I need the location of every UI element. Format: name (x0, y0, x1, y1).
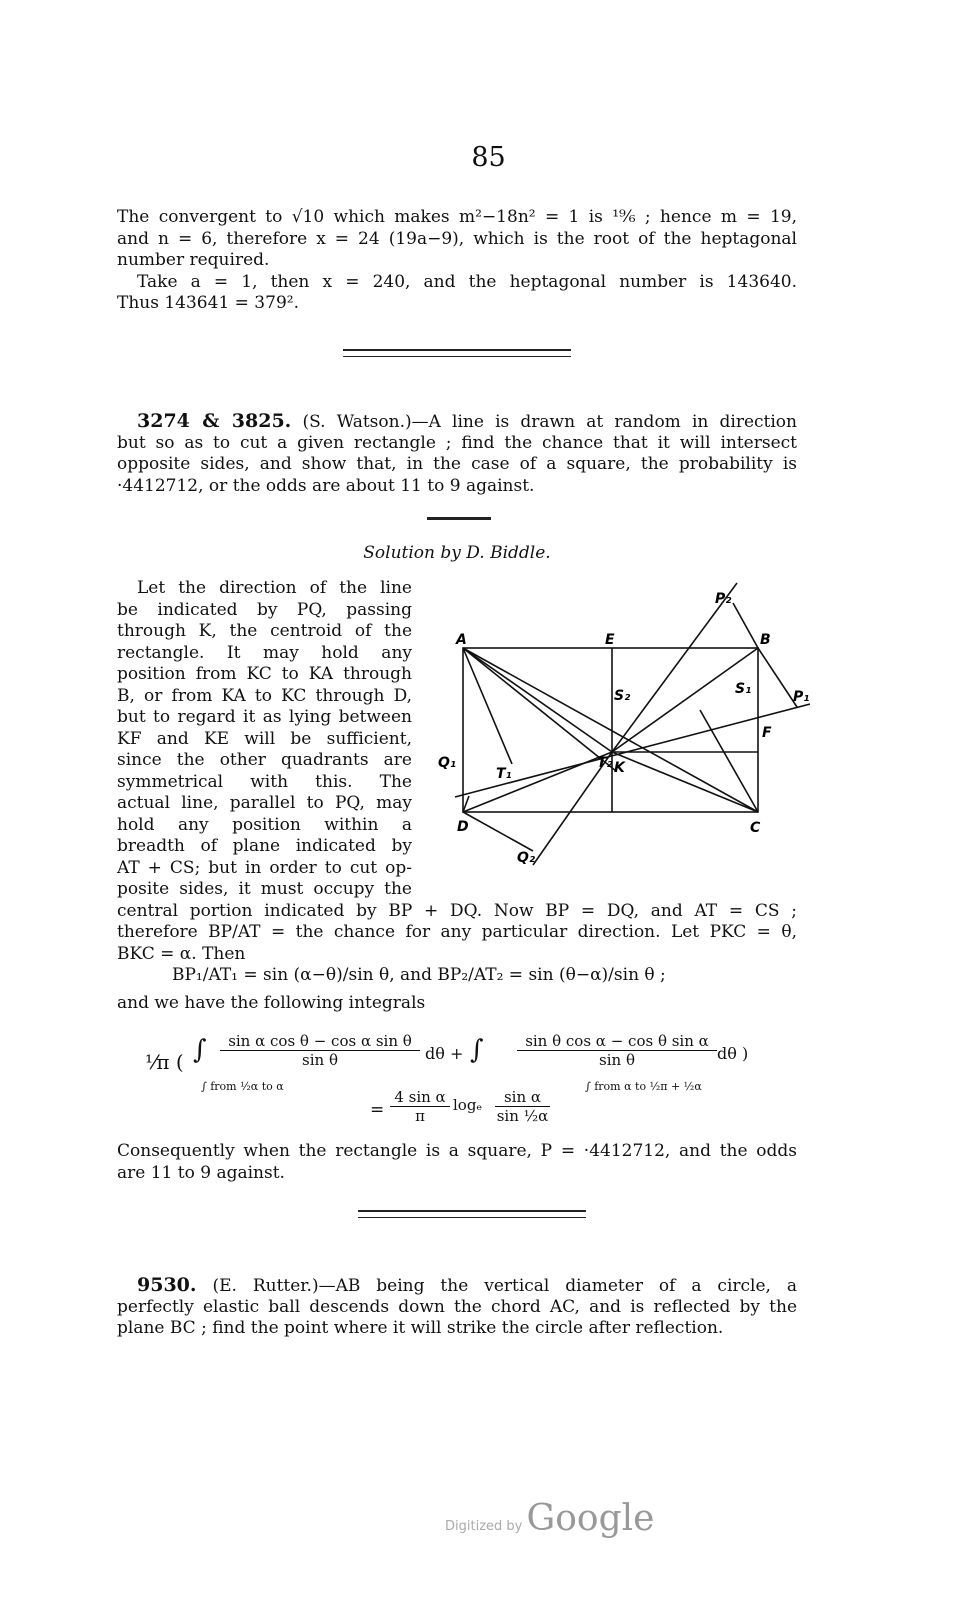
question-9530 (117, 1275, 797, 1340)
page-number: 85 (471, 142, 506, 173)
label-q2: Q₂ (517, 850, 536, 866)
label-t1: T₁ (496, 766, 512, 782)
numerator: sin θ cos α − cos θ sin α (517, 1032, 717, 1051)
numerator: 4 sin α (390, 1088, 450, 1107)
text-line: central portion indicated by BP + DQ. Now BP = DQ, and AT = CS ; (117, 900, 797, 921)
text-line: since the other quadrants are (117, 750, 412, 770)
text-line: B, or from KA to KC through D, (117, 685, 412, 706)
label-d: D (457, 819, 469, 835)
equals: = (370, 1100, 385, 1120)
text-line: symmetrical with this. The (117, 771, 412, 792)
digitized-watermark (445, 1498, 654, 1539)
text-line: perfectly elastic ball descends down the chord AC, and is reflected by the (117, 1296, 797, 1317)
google-logo: Google (526, 1498, 655, 1539)
text-line: but to regard it as lying between (117, 707, 412, 727)
text-line: Consequently when the rectangle is a square, P = ·4412712, and the odds (117, 1141, 797, 1161)
integral-equation (145, 1032, 765, 1127)
denominator: sin θ (302, 1051, 338, 1069)
text-line: but so as to cut a given rectangle ; find the chance that it will intersect (117, 432, 797, 453)
section-divider (343, 349, 571, 357)
label-c: C (750, 820, 761, 836)
integral-limits: ∫ from ½α to α (201, 1080, 284, 1093)
text-line: (S. Watson.)—A line is drawn at random in direction (302, 412, 797, 432)
watermark-prefix: Digitized by (445, 1519, 523, 1534)
rectangle-diagram (430, 575, 810, 875)
integral-prefix: ⅟π ( (145, 1050, 184, 1074)
label-p2: P₂ (715, 591, 732, 607)
question-3274 (117, 411, 797, 497)
text-line: KF and KE will be sufficient, (117, 728, 412, 749)
text-line: and we have the following integrals (117, 992, 426, 1013)
integral-sign: ∫ (193, 1035, 207, 1065)
text-line: opposite sides, and show that, in the case of a square, the probability is (117, 454, 797, 474)
text-line: actual line, parallel to PQ, may (117, 793, 412, 813)
question-number: 9530. (137, 1274, 197, 1296)
label-b: B (760, 632, 771, 648)
text-line: and n = 6, therefore x = 24 (19a−9), which is the root of the heptagonal (117, 228, 797, 249)
text-line: number required. (117, 250, 270, 270)
label-e: E (605, 632, 615, 648)
text-line: position from KC to KA through (117, 664, 412, 684)
text-line: through K, the centroid of the (117, 621, 412, 641)
text-line: BKC = α. Then (117, 943, 246, 964)
text-line: plane BC ; find the point where it will strike the circle after reflection. (117, 1318, 724, 1338)
dtheta: dθ + (425, 1044, 464, 1063)
text-line: posite sides, it must occupy the (117, 879, 412, 899)
denominator: sin θ (599, 1051, 635, 1069)
text-line: are 11 to 9 against. (117, 1162, 285, 1183)
text-line: (E. Rutter.)—AB being the vertical diameter of a circle, a (212, 1276, 797, 1296)
text-line: The convergent to √10 which makes m²−18n² = 1 is ¹⁹⁄₆ ; hence m = 19, (117, 207, 797, 227)
label-s2: S₂ (614, 688, 631, 704)
label-f: F (762, 725, 772, 741)
log: logₑ (453, 1096, 483, 1114)
denominator: sin ½α (496, 1107, 549, 1125)
text-line: Let the direction of the line (137, 578, 412, 598)
text-line: Thus 143641 = 379². (117, 293, 299, 313)
question-number: 3274 & 3825. (137, 410, 292, 432)
text-line: be indicated by PQ, passing (117, 599, 412, 620)
numerator: sin α (495, 1088, 550, 1107)
label-q1: Q₁ (438, 755, 457, 771)
label-k: K (614, 760, 625, 776)
integral-sign: ∫ (470, 1035, 484, 1065)
text-line: hold any position within a (117, 814, 412, 835)
conclusion (117, 1141, 797, 1184)
equation: BP₁/AT₁ = sin (α−θ)/sin θ, and BP₂/AT₂ = sin (θ−α)/sin θ ; (172, 965, 666, 985)
label-p1: P₁ (793, 689, 810, 705)
paragraph-convergent (117, 207, 797, 315)
text-line: therefore BP/AT = the chance for any particular direction. Let PKC = θ, (117, 922, 797, 942)
label-a: A (456, 632, 467, 648)
text-line: rectangle. It may hold any (117, 642, 412, 663)
text-line: ·4412712, or the odds are about 11 to 9 against. (117, 475, 535, 496)
label-s1: S₁ (735, 681, 752, 697)
numerator: sin α cos θ − cos α sin θ (220, 1032, 420, 1051)
text-line: breadth of plane indicated by (117, 836, 412, 856)
dtheta: dθ ) (717, 1044, 749, 1063)
denominator: π (415, 1107, 425, 1125)
text-line: Take a = 1, then x = 240, and the heptagonal number is 143640. (137, 271, 797, 292)
label-t2: T₂ (597, 755, 613, 771)
section-divider (358, 1210, 586, 1218)
text-line: AT + CS; but in order to cut op- (117, 857, 412, 878)
short-divider (427, 517, 491, 520)
solution-heading: Solution by D. Biddle. (363, 543, 551, 563)
integral-limits: ∫ from α to ½π + ½α (585, 1080, 702, 1093)
